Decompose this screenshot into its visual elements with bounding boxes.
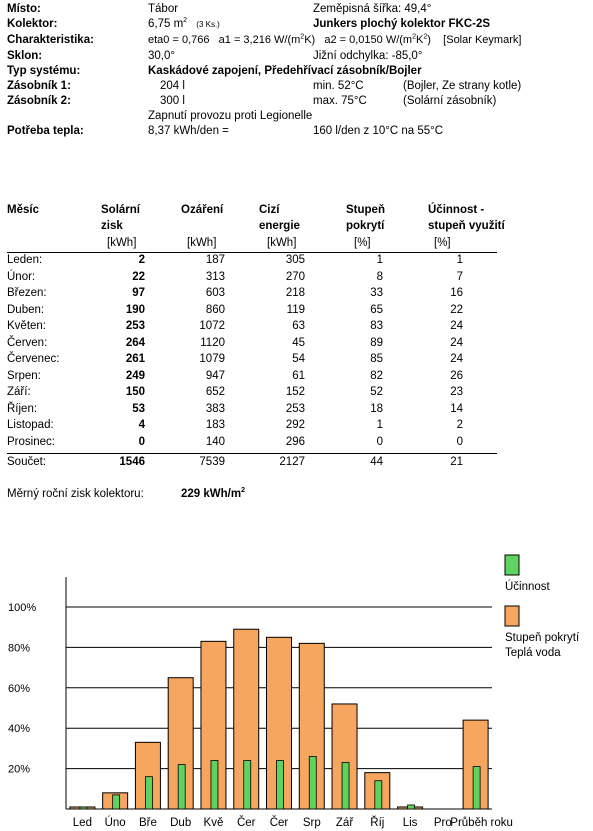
- row-coverage: 82: [370, 369, 383, 382]
- row-efficiency: 22: [450, 303, 463, 316]
- specific-gain-label: Měrný roční zisk kolektoru:: [7, 488, 144, 500]
- efficiency-bar: [244, 761, 251, 809]
- x-tick-label: Čer: [236, 817, 256, 829]
- row-coverage: 18: [370, 402, 383, 415]
- row-aux-energy: 54: [292, 353, 305, 365]
- total-solar: 1546: [119, 456, 145, 468]
- row-irradiation: 187: [205, 254, 225, 266]
- total-coverage: 44: [370, 456, 383, 468]
- row-efficiency: 24: [450, 336, 463, 349]
- row-aux-energy: 61: [292, 369, 305, 382]
- row-solar-gain: 97: [132, 287, 145, 299]
- row-efficiency: 2: [456, 419, 463, 431]
- x-tick-label: Srp: [302, 817, 321, 829]
- row-irradiation: 1072: [199, 320, 225, 332]
- legend-label-efficiency: Účinnost: [505, 581, 550, 593]
- row-irradiation: 1079: [199, 353, 225, 365]
- header-separator: [7, 252, 497, 253]
- row-coverage: 8: [376, 270, 383, 283]
- row-month: Únor:: [7, 270, 36, 283]
- legend-label-coverage-1: Stupeň pokrytí: [505, 632, 580, 644]
- efficiency-bar: [178, 765, 185, 809]
- y-tick-label: 20%: [8, 763, 31, 776]
- row-month: Červenec:: [7, 353, 60, 365]
- row-irradiation: 603: [205, 287, 225, 299]
- row-month: Duben:: [7, 303, 45, 316]
- header-coverage-1: Stupeň: [346, 204, 385, 216]
- total-separator: [7, 453, 497, 454]
- tank2-note: (Solární zásobník): [403, 95, 497, 107]
- tank1-note: (Bojler, Ze strany kotle): [403, 80, 522, 92]
- x-tick-label: Říj: [370, 817, 385, 829]
- row-coverage: 85: [370, 353, 383, 365]
- row-solar-gain: 190: [125, 303, 145, 316]
- x-tick-label: Bře: [138, 817, 157, 829]
- total-irradiation: 7539: [199, 456, 225, 468]
- x-tick-label: Úno: [104, 817, 126, 829]
- tank2-label: Zásobník 2:: [7, 95, 71, 107]
- row-solar-gain: 264: [125, 336, 145, 349]
- row-irradiation: 652: [205, 386, 225, 398]
- header-efficiency-unit: [%]: [434, 237, 451, 249]
- header-aux-unit: [kWh]: [267, 237, 297, 249]
- row-efficiency: 0: [456, 435, 463, 448]
- row-coverage: 33: [370, 287, 383, 299]
- row-efficiency: 26: [450, 369, 463, 382]
- row-solar-gain: 2: [138, 254, 145, 266]
- row-solar-gain: 0: [138, 435, 145, 448]
- row-solar-gain: 249: [125, 369, 145, 382]
- row-coverage: 89: [370, 336, 383, 349]
- row-month: Září:: [7, 386, 31, 398]
- chart-labels: [8, 602, 513, 829]
- header-efficiency-2: stupeň využití: [428, 220, 505, 232]
- row-irradiation: 947: [205, 369, 225, 382]
- row-solar-gain: 4: [138, 419, 145, 431]
- header-solar-2: zisk: [101, 220, 123, 232]
- header-coverage-unit: [%]: [354, 237, 371, 249]
- row-coverage: 0: [376, 435, 383, 448]
- row-month: Leden:: [7, 254, 43, 266]
- row-coverage: 1: [376, 419, 383, 431]
- slope-label: Sklon:: [7, 50, 43, 62]
- row-efficiency: 1: [456, 254, 463, 266]
- header-month: Měsíc: [7, 204, 39, 216]
- row-coverage: 65: [370, 303, 383, 316]
- efficiency-bar: [309, 756, 316, 809]
- efficiency-bar: [342, 763, 349, 809]
- row-month: Listopad:: [7, 419, 54, 431]
- row-aux-energy: 63: [292, 320, 305, 332]
- tank2-max: max. 75°C: [313, 95, 367, 107]
- efficiency-bar: [408, 805, 415, 809]
- legionella-note: Zapnutí provozu proti Legionelle: [148, 110, 313, 122]
- header-irradiation: Ozáření: [181, 204, 224, 216]
- tank1-volume: 204 l: [160, 80, 185, 92]
- row-solar-gain: 253: [125, 320, 145, 332]
- x-tick-label: Lis: [402, 817, 418, 829]
- row-aux-energy: 296: [285, 435, 305, 448]
- row-month: Srpen:: [7, 369, 41, 382]
- row-solar-gain: 22: [132, 270, 145, 283]
- y-tick-label: 100%: [8, 602, 37, 614]
- row-aux-energy: 218: [285, 287, 305, 299]
- row-coverage: 52: [370, 386, 383, 398]
- efficiency-bar: [375, 781, 382, 809]
- row-coverage: 83: [370, 320, 383, 332]
- heat-demand-water: 160 l/den z 10°C na 55°C: [313, 125, 444, 137]
- row-aux-energy: 45: [292, 336, 305, 349]
- location-label: Místo:: [7, 3, 41, 15]
- row-month: Prosinec:: [7, 435, 55, 448]
- row-solar-gain: 150: [125, 386, 145, 398]
- tank2-volume: 300 l: [160, 95, 185, 107]
- x-tick-label: Čer: [269, 817, 289, 829]
- specific-gain-value: 229 kWh/$m^2$: [181, 487, 245, 500]
- efficiency-bar: [211, 761, 218, 809]
- azimuth: Jižní odchylka: -85,0°: [313, 50, 423, 62]
- tank1-label: Zásobník 1:: [7, 80, 71, 92]
- row-efficiency: 16: [450, 287, 463, 299]
- location-value: Tábor: [148, 3, 179, 15]
- header-solar-unit: [kWh]: [107, 237, 137, 249]
- tank1-min: min. 52°C: [313, 80, 364, 92]
- efficiency-bar: [277, 761, 284, 809]
- header-aux-1: Cizí: [259, 204, 280, 216]
- row-efficiency: 24: [450, 353, 463, 365]
- row-irradiation: 313: [205, 270, 225, 283]
- row-aux-energy: 292: [285, 419, 305, 431]
- row-solar-gain: 261: [125, 353, 145, 365]
- y-tick-label: 60%: [8, 682, 31, 695]
- header-efficiency-1: Účinnost -: [428, 204, 485, 216]
- slope-value: 30,0°: [148, 50, 175, 62]
- row-month: Březen:: [7, 287, 47, 299]
- system-type-label: Typ systému:: [7, 65, 81, 77]
- row-month: Květen:: [7, 320, 46, 332]
- row-irradiation: 1120: [200, 336, 225, 349]
- latitude: Zeměpisná šířka: 49,4°: [313, 3, 432, 15]
- row-aux-energy: 152: [285, 386, 305, 398]
- header-irradiation-unit: [kWh]: [187, 237, 217, 249]
- efficiency-bar: [473, 767, 480, 809]
- x-tick-label: Kvě: [203, 817, 224, 829]
- total-aux: 2127: [279, 456, 305, 468]
- legend-swatch-coverage: [505, 606, 519, 626]
- row-efficiency: 24: [450, 320, 463, 332]
- collector-label: Kolektor:: [7, 18, 58, 30]
- total-label: Součet:: [7, 456, 46, 468]
- chart-bars: [70, 629, 488, 809]
- row-irradiation: 183: [205, 419, 225, 431]
- chart-legend: [505, 555, 580, 659]
- header-coverage-2: pokrytí: [346, 220, 385, 232]
- collector-name: Junkers plochý kolektor FKC-2S: [313, 18, 491, 30]
- row-aux-energy: 305: [285, 254, 305, 266]
- x-tick-label: Led: [72, 817, 92, 829]
- efficiency-bar: [145, 777, 152, 809]
- y-tick-label: 80%: [8, 642, 31, 655]
- header-aux-2: energie: [259, 220, 300, 232]
- legend-label-coverage-2: Teplá voda: [505, 647, 561, 659]
- heat-demand-value: 8,37 kWh/den =: [148, 125, 229, 137]
- row-solar-gain: 53: [132, 402, 145, 415]
- x-tick-label: Zář: [335, 817, 354, 829]
- x-tick-label: Pro: [433, 817, 452, 829]
- characteristics-label: Charakteristika:: [7, 34, 94, 46]
- system-type-value: Kaskádové zapojení, Předehřívací zásobník/Bojler: [148, 65, 422, 77]
- row-efficiency: 14: [450, 402, 463, 415]
- legend-swatch-efficiency: [505, 555, 519, 575]
- row-irradiation: 140: [205, 435, 225, 448]
- results-chart: [0, 531, 593, 831]
- collector-area: 6,75 $m^2$ (3 Ks.): [148, 17, 220, 30]
- x-tick-label: Dub: [170, 817, 192, 829]
- row-coverage: 1: [376, 254, 383, 266]
- row-irradiation: 860: [205, 303, 225, 316]
- row-efficiency: 23: [450, 386, 463, 398]
- row-efficiency: 7: [456, 270, 463, 283]
- row-aux-energy: 253: [285, 402, 305, 415]
- y-tick-label: 40%: [8, 723, 31, 736]
- total-efficiency: 21: [450, 456, 463, 468]
- row-month: Červen:: [7, 336, 48, 349]
- row-aux-energy: 270: [285, 270, 305, 283]
- header-solar-1: Solární: [101, 204, 140, 216]
- heat-demand-label: Potřeba tepla:: [7, 125, 84, 137]
- row-irradiation: 383: [205, 402, 225, 415]
- efficiency-bar: [113, 795, 120, 809]
- characteristics-values: eta0 = 0,766 a1 = 3,216 $W/(m^2K)$ a2 = 0,0150 $W/(m^2K^2)$ [Solar Keymark]: [148, 33, 522, 46]
- efficiency-bar: [80, 807, 87, 809]
- row-month: Říjen:: [7, 402, 38, 415]
- x-tick-label: Průběh roku: [450, 817, 513, 829]
- row-aux-energy: 119: [286, 303, 305, 316]
